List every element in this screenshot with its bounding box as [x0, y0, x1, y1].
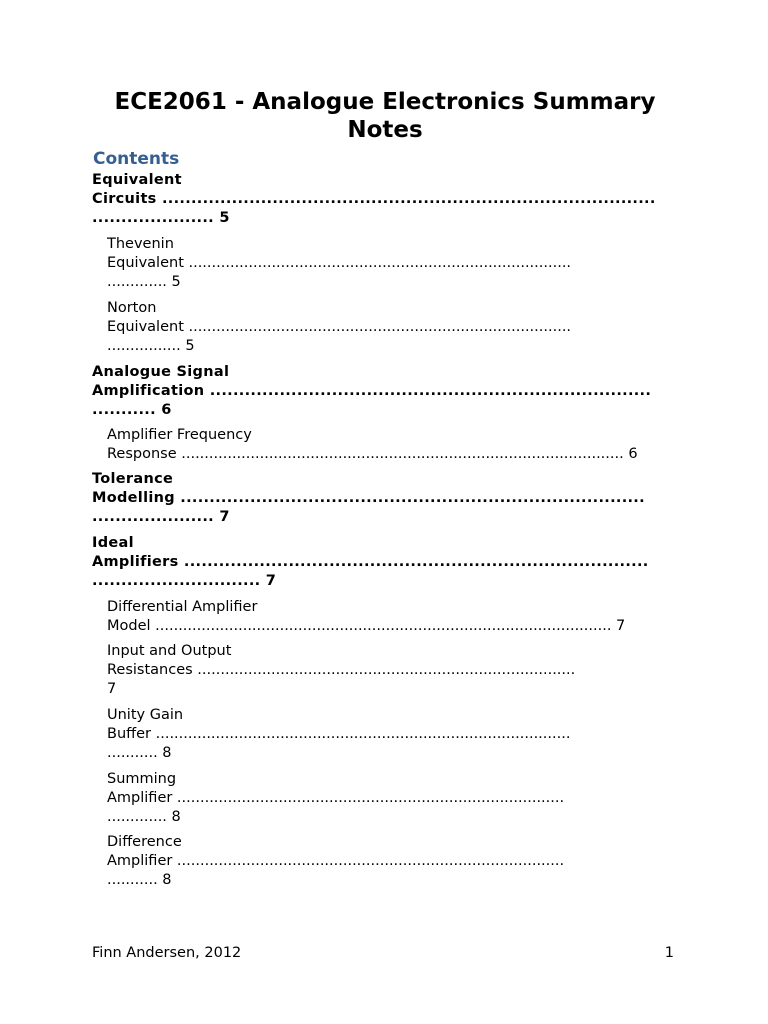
- toc-entry-line: ................ 5: [107, 338, 195, 354]
- toc-entry-line: Response ................................................................................................ 6: [107, 446, 638, 462]
- toc-entry-line: Amplifier ....................................................................................: [107, 853, 565, 869]
- toc-entry-level2[interactable]: [107, 642, 575, 699]
- toc-entry-line: ..................... 7: [92, 509, 230, 525]
- toc-entry-line: ............................. 7: [92, 573, 277, 589]
- toc-entry-line: Tolerance: [92, 471, 174, 487]
- toc-entry-level1[interactable]: [92, 171, 656, 228]
- toc-entry-level1[interactable]: [92, 470, 645, 527]
- toc-entry-line: ........... 8: [107, 872, 172, 888]
- title-line-1: ECE2061 - Analogue Electronics Summary: [114, 89, 656, 115]
- toc-entry-level2[interactable]: [107, 770, 564, 827]
- title-line-2: Notes: [347, 117, 423, 143]
- toc-entry-line: Input and Output: [107, 643, 232, 659]
- footer-page-number: 1: [664, 945, 674, 961]
- toc-entry-line: Equivalent: [92, 172, 182, 188]
- toc-entry-line: 7: [107, 681, 117, 697]
- document-title: [92, 88, 678, 144]
- toc-entry-line: Summing: [107, 771, 177, 787]
- toc-entry-line: Model ................................................................................................... 7: [107, 618, 626, 634]
- toc-entry-line: Buffer ..........................................................................................: [107, 726, 571, 742]
- toc-entry-level2[interactable]: [107, 706, 570, 763]
- toc-entry-line: Circuits .....................................................................................: [92, 191, 656, 207]
- toc-entry-level2[interactable]: [107, 426, 638, 464]
- toc-entry-line: ........... 6: [92, 402, 172, 418]
- toc-entry-line: Equivalent ...................................................................................: [107, 255, 572, 271]
- toc-entry-line: Equivalent ...................................................................................: [107, 319, 572, 335]
- contents-heading: Contents: [93, 149, 180, 169]
- toc-entry-level2[interactable]: [107, 833, 564, 890]
- toc-entry-line: Amplification ............................................................................: [92, 383, 652, 399]
- toc-entry-line: Thevenin: [107, 236, 174, 252]
- toc-entry-line: Analogue Signal: [92, 364, 230, 380]
- toc-entry-line: Amplifier Frequency: [107, 427, 252, 443]
- footer-author: Finn Andersen, 2012: [92, 945, 242, 961]
- toc-entry-level1[interactable]: [92, 363, 651, 420]
- toc-entry-line: ............. 8: [107, 809, 181, 825]
- toc-entry-line: ..................... 5: [92, 210, 230, 226]
- toc-entry-level2[interactable]: [107, 235, 571, 292]
- toc-entry-line: ............. 5: [107, 274, 181, 290]
- toc-entry-line: Differential Amplifier: [107, 599, 258, 615]
- toc-entry-line: Amplifiers ................................................................................: [92, 554, 649, 570]
- toc-entry-level2[interactable]: [107, 598, 625, 636]
- toc-entry-line: Resistances ..................................................................................: [107, 662, 576, 678]
- toc-entry-line: ........... 8: [107, 745, 172, 761]
- toc-entry-line: Difference: [107, 834, 182, 850]
- toc-entry-line: Norton: [107, 300, 157, 316]
- toc-entry-level2[interactable]: [107, 299, 571, 356]
- toc-entry-level1[interactable]: [92, 534, 649, 591]
- toc-entry-line: Unity Gain: [107, 707, 184, 723]
- toc-entry-line: Amplifier ....................................................................................: [107, 790, 565, 806]
- toc-entry-line: Modelling ................................................................................: [92, 490, 645, 506]
- toc-entry-line: Ideal: [92, 535, 134, 551]
